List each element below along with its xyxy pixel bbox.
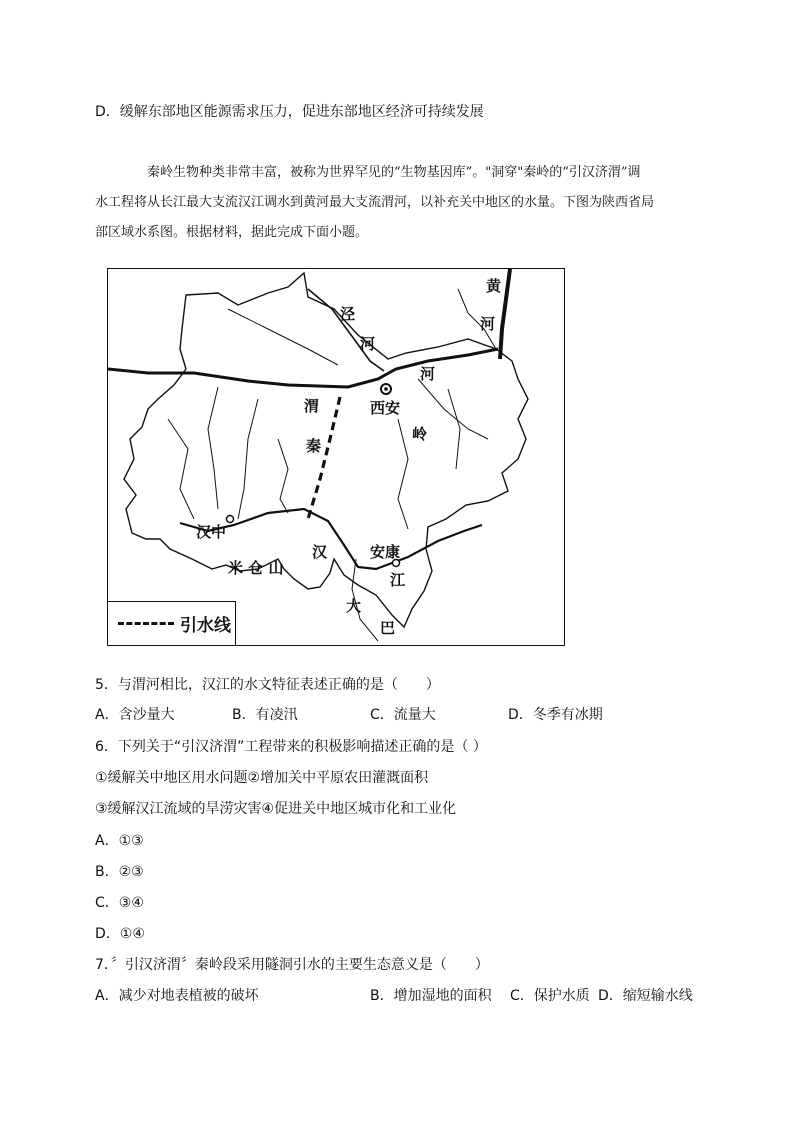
question-7-option-d[interactable]: D．缩短输水线 bbox=[598, 988, 693, 1004]
tributary bbox=[448, 389, 460, 469]
question-6-option-c[interactable]: C．③④ bbox=[95, 895, 144, 911]
map-legend bbox=[108, 601, 236, 645]
label-xian: 西安 bbox=[370, 399, 401, 417]
label-da: 大 bbox=[346, 597, 362, 615]
legend-dashed-line bbox=[118, 622, 174, 625]
question-5-option-b[interactable]: B．有凌汛 bbox=[232, 707, 298, 723]
tributary bbox=[228, 309, 338, 365]
label-hanzhong: 汉中 bbox=[196, 523, 227, 541]
question-6-statement-2: ③缓解汉江流域的旱涝灾害④促进关中地区城市化和工业化 bbox=[95, 801, 457, 817]
tributary bbox=[278, 439, 288, 513]
question-7-option-c[interactable]: C．保护水质 bbox=[510, 988, 590, 1004]
tributary bbox=[238, 399, 258, 519]
legend-label: 引水线 bbox=[180, 616, 231, 636]
intro-line-2: 水工程将从长江最大支流汉江调水到黄河最大支流渭河，以补充关中地区的水量。下图为陕西省局 bbox=[95, 195, 655, 210]
tributary bbox=[208, 387, 218, 509]
question-6-option-a[interactable]: A．①③ bbox=[95, 833, 144, 849]
question-7-option-b[interactable]: B．增加湿地的面积 bbox=[370, 988, 492, 1004]
jing-river bbox=[308, 289, 384, 371]
label-jing: 泾 bbox=[340, 305, 356, 323]
yellow-river bbox=[500, 269, 510, 359]
map-drawing bbox=[108, 269, 566, 647]
previous-option-d: D．缓解东部地区能源需求压力，促进东部地区经济可持续发展 bbox=[95, 104, 484, 120]
question-7-stem: 7．〞引汉济渭〞秦岭段采用隧洞引水的主要生态意义是（ ） bbox=[95, 957, 489, 973]
intro-line-3: 部区域水系图。根据材料，据此完成下面小题。 bbox=[95, 225, 369, 240]
label-wei: 渭 bbox=[304, 397, 320, 415]
label-micangshan: 米 仓 山 bbox=[228, 559, 284, 577]
label-he-huang: 河 bbox=[480, 315, 496, 333]
tributary bbox=[418, 379, 488, 439]
label-ankang: 安康 bbox=[370, 543, 401, 561]
question-5-option-a[interactable]: A．含沙量大 bbox=[95, 707, 175, 723]
xian-marker-dot bbox=[384, 387, 388, 391]
label-qin: 秦 bbox=[306, 437, 322, 455]
label-he-jing: 河 bbox=[360, 335, 376, 353]
label-jiang: 江 bbox=[390, 571, 406, 589]
question-6-statement-1: ①缓解关中地区用水问题②增加关中平原农田灌溉面积 bbox=[95, 770, 429, 786]
question-5-option-d[interactable]: D．冬季有冰期 bbox=[508, 707, 603, 723]
label-han: 汉 bbox=[312, 543, 328, 561]
intro-passage bbox=[95, 158, 705, 248]
question-5-stem: 5．与渭河相比，汉江的水文特征表述正确的是（ ） bbox=[95, 677, 440, 693]
hanzhong-marker bbox=[227, 516, 234, 523]
label-ba: 巴 bbox=[380, 619, 396, 637]
intro-line-1: 秦岭生物种类非常丰富，被称为世界罕见的“生物基因库”。"洞穿"秦岭的“引汉济渭”调 bbox=[147, 165, 641, 180]
question-6-option-b[interactable]: B．②③ bbox=[95, 864, 144, 880]
water-system-map bbox=[107, 268, 565, 646]
label-huang: 黄 bbox=[486, 277, 502, 295]
label-he-wei: 河 bbox=[420, 365, 436, 383]
tributary bbox=[398, 419, 408, 529]
question-5-option-c[interactable]: C．流量大 bbox=[370, 707, 436, 723]
label-ling: 岭 bbox=[412, 425, 428, 443]
wei-river bbox=[108, 349, 498, 387]
question-6-option-d[interactable]: D．①④ bbox=[95, 926, 145, 942]
question-6-stem: 6．下列关于“引汉济渭”工程带来的积极影响描述正确的是（ ） bbox=[95, 739, 487, 755]
tributary bbox=[168, 419, 194, 519]
question-7-option-a[interactable]: A．减少对地表植被的破坏 bbox=[95, 988, 259, 1004]
